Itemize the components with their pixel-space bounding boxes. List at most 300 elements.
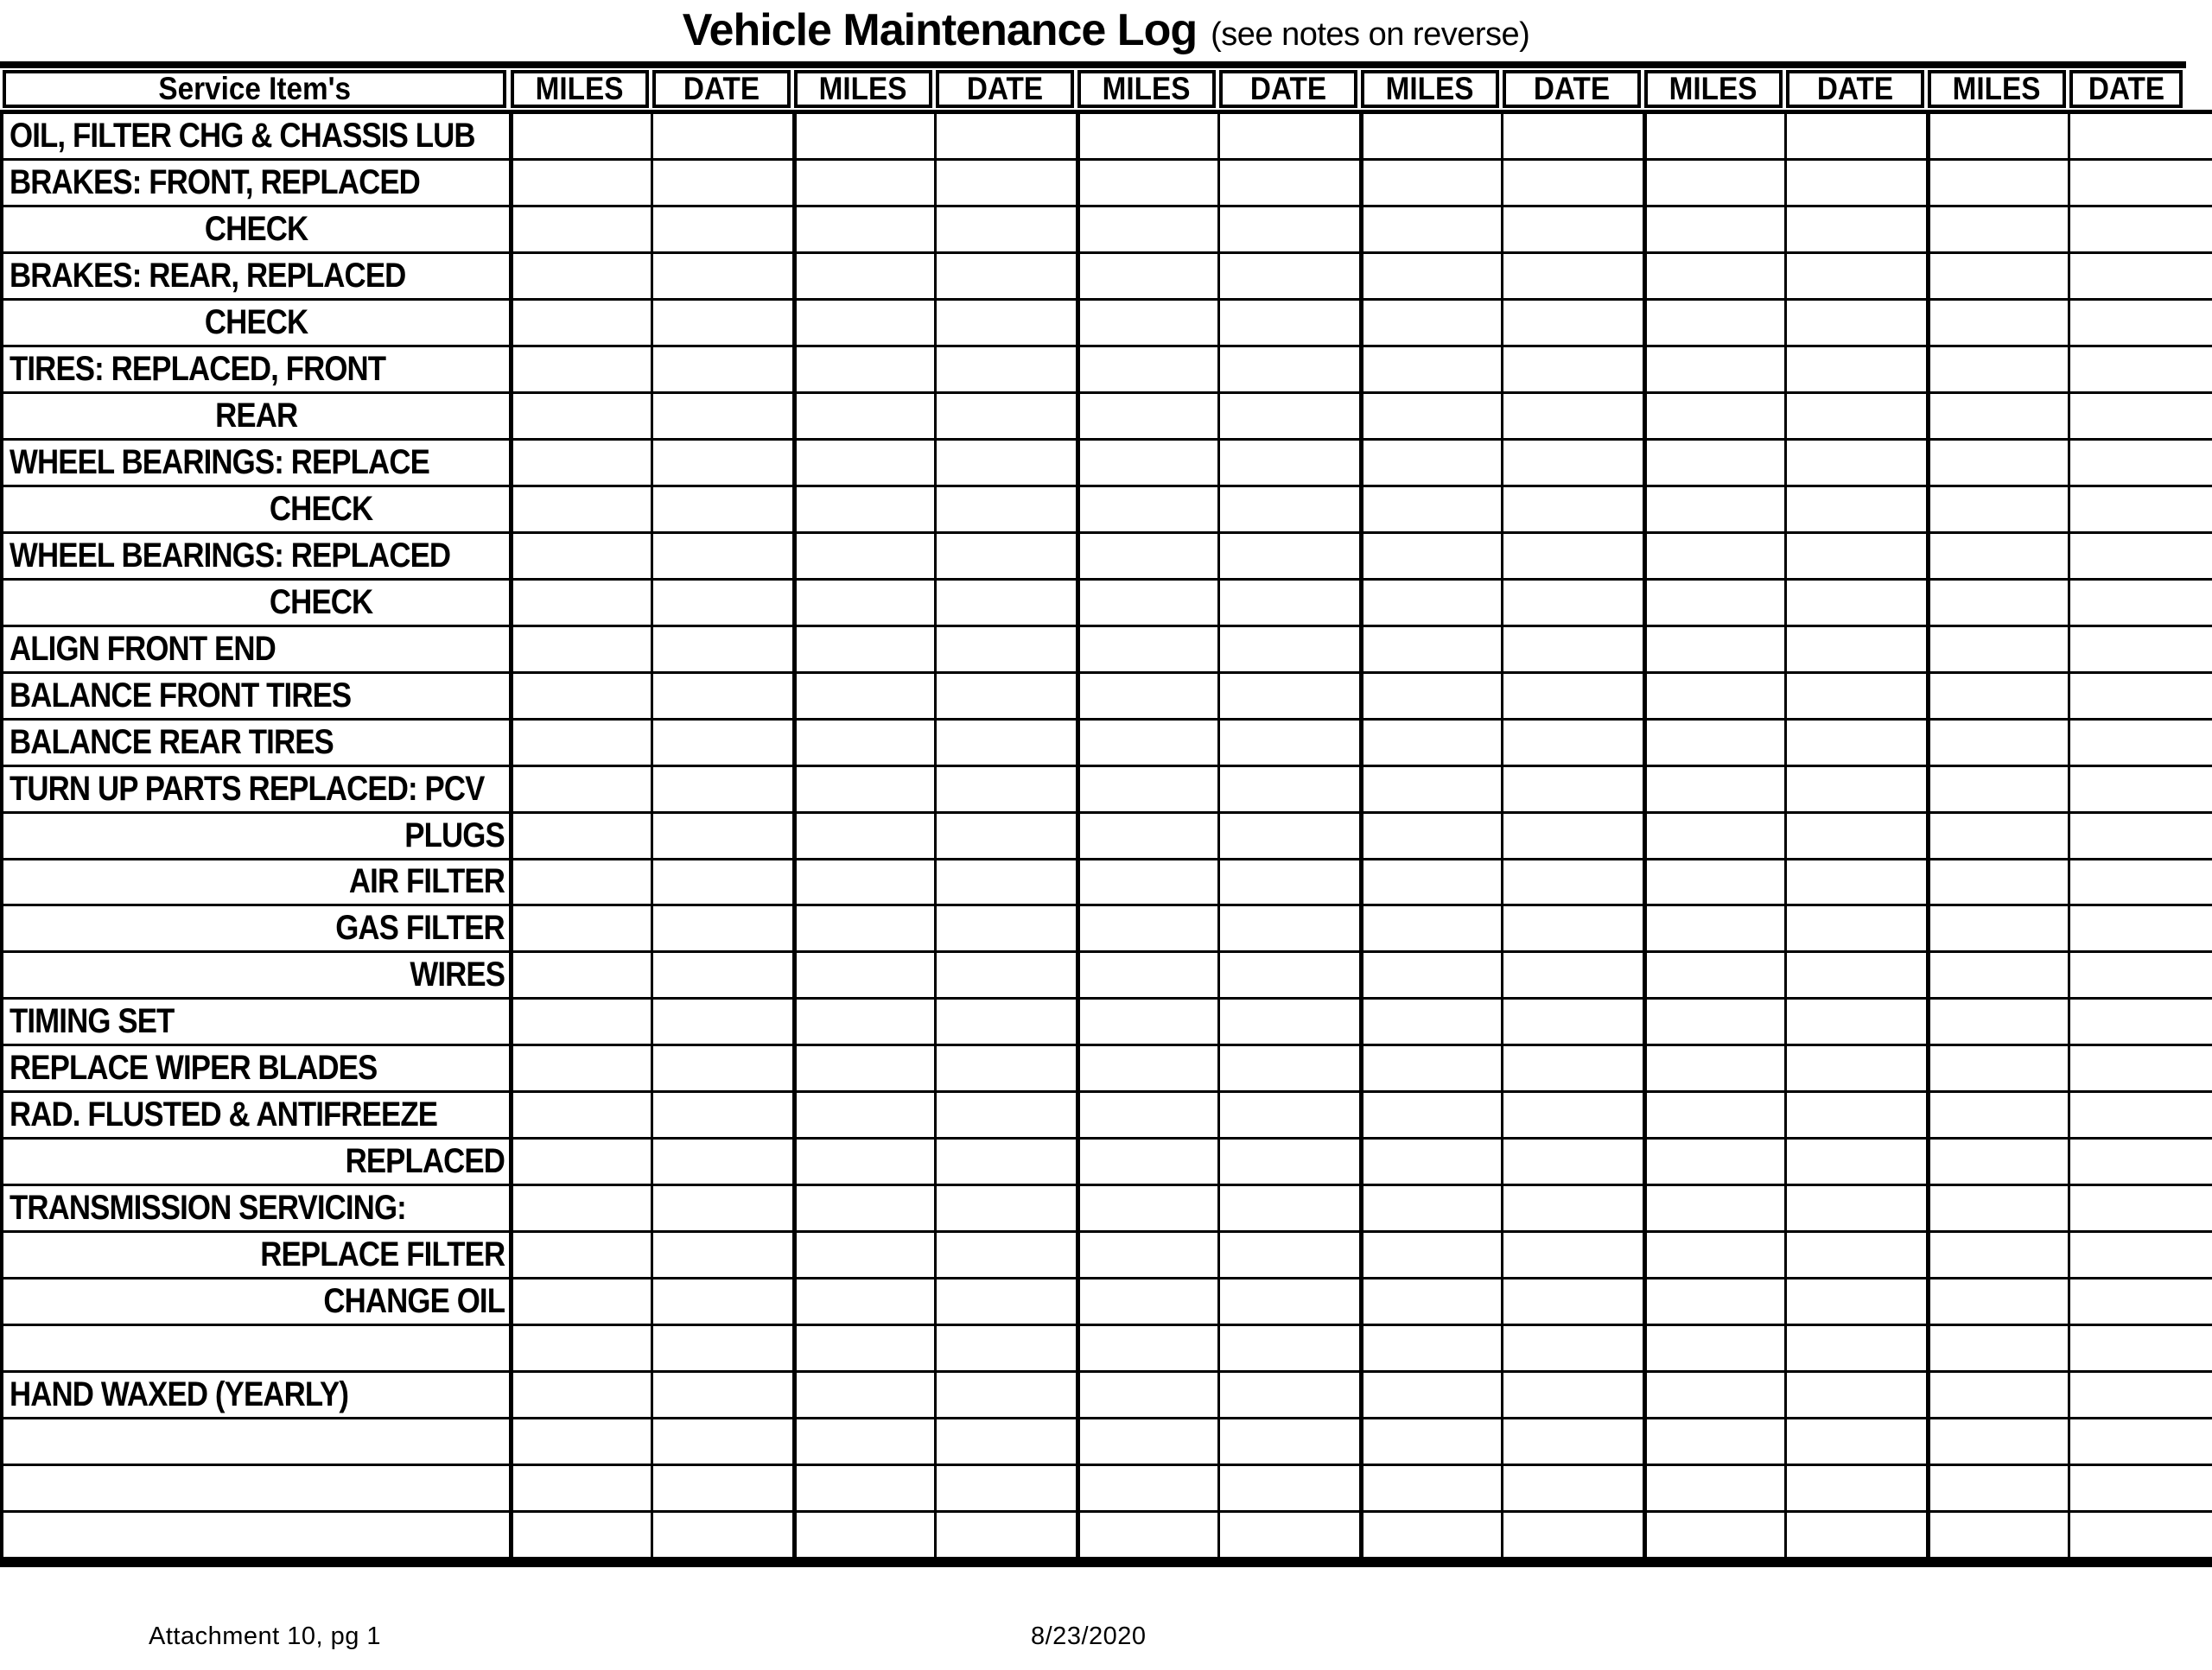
miles-cell bbox=[1076, 1233, 1217, 1277]
service-item-label: CHECK bbox=[269, 489, 373, 528]
date-cell bbox=[1501, 1279, 1643, 1324]
miles-cell bbox=[509, 207, 651, 251]
miles-cell bbox=[1926, 1466, 2068, 1510]
service-item-label: GAS FILTER bbox=[335, 909, 505, 948]
table-row bbox=[0, 860, 2212, 907]
service-item-label: RAD. FLUSTED & ANTIFREEZE bbox=[10, 1095, 438, 1134]
date-cell bbox=[1784, 1279, 1926, 1324]
miles-cell bbox=[509, 1466, 651, 1510]
date-cell bbox=[1217, 767, 1359, 811]
title-note: (see notes on reverse) bbox=[1211, 16, 1530, 53]
miles-cell bbox=[1643, 860, 1784, 905]
date-cell bbox=[1217, 1140, 1359, 1184]
service-item-cell bbox=[0, 487, 509, 531]
table-row bbox=[0, 1513, 2212, 1559]
date-cell bbox=[1217, 906, 1359, 950]
header-miles-4 bbox=[1361, 70, 1499, 108]
miles-cell bbox=[1643, 581, 1784, 625]
miles-cell bbox=[1076, 394, 1217, 438]
miles-cell bbox=[1926, 1279, 2068, 1324]
date-cell bbox=[1501, 721, 1643, 765]
date-cell bbox=[2068, 1093, 2212, 1137]
date-cell bbox=[651, 627, 792, 671]
miles-cell bbox=[509, 1326, 651, 1370]
miles-cell bbox=[1643, 487, 1784, 531]
date-cell bbox=[934, 254, 1076, 298]
date-cell bbox=[651, 347, 792, 391]
miles-cell bbox=[1643, 1046, 1784, 1090]
miles-cell bbox=[1643, 114, 1784, 158]
service-item-cell bbox=[0, 860, 509, 905]
service-item-cell bbox=[0, 394, 509, 438]
miles-cell bbox=[1359, 1140, 1501, 1184]
date-cell bbox=[934, 1140, 1076, 1184]
miles-cell bbox=[1359, 1000, 1501, 1044]
miles-cell bbox=[1076, 207, 1217, 251]
date-cell bbox=[934, 534, 1076, 578]
date-cell bbox=[1501, 1000, 1643, 1044]
miles-cell bbox=[792, 534, 934, 578]
date-cell bbox=[651, 1466, 792, 1510]
miles-cell bbox=[1643, 906, 1784, 950]
date-cell bbox=[651, 1186, 792, 1230]
header-date-3 bbox=[1219, 70, 1357, 108]
date-cell bbox=[651, 254, 792, 298]
miles-cell bbox=[792, 1233, 934, 1277]
date-cell bbox=[2068, 1046, 2212, 1090]
header-miles-4-label: MILES bbox=[1386, 71, 1474, 106]
miles-cell bbox=[509, 534, 651, 578]
header-miles-1 bbox=[511, 70, 649, 108]
table-row bbox=[0, 254, 2212, 301]
date-cell bbox=[1501, 487, 1643, 531]
date-cell bbox=[1501, 1046, 1643, 1090]
date-cell bbox=[1501, 1466, 1643, 1510]
date-cell bbox=[651, 1279, 792, 1324]
date-cell bbox=[1217, 441, 1359, 485]
date-cell bbox=[1784, 441, 1926, 485]
table-row bbox=[0, 953, 2212, 1000]
service-item-cell bbox=[0, 767, 509, 811]
miles-cell bbox=[1076, 487, 1217, 531]
service-item-cell bbox=[0, 207, 509, 251]
date-cell bbox=[934, 814, 1076, 858]
miles-cell bbox=[1359, 906, 1501, 950]
date-cell bbox=[651, 814, 792, 858]
miles-cell bbox=[509, 674, 651, 718]
footer-date: 8/23/2020 bbox=[1031, 1622, 1147, 1650]
miles-cell bbox=[1926, 1046, 2068, 1090]
miles-cell bbox=[1926, 1326, 2068, 1370]
service-item-cell bbox=[0, 254, 509, 298]
miles-cell bbox=[792, 674, 934, 718]
miles-cell bbox=[1076, 1513, 1217, 1557]
date-cell bbox=[1501, 207, 1643, 251]
date-cell bbox=[1217, 347, 1359, 391]
miles-cell bbox=[509, 1000, 651, 1044]
miles-cell bbox=[1359, 1233, 1501, 1277]
miles-cell bbox=[1926, 487, 2068, 531]
date-cell bbox=[651, 114, 792, 158]
service-item-cell bbox=[0, 1000, 509, 1044]
date-cell bbox=[1501, 441, 1643, 485]
table-row bbox=[0, 1419, 2212, 1466]
miles-cell bbox=[1926, 114, 2068, 158]
miles-cell bbox=[1359, 254, 1501, 298]
miles-cell bbox=[1359, 534, 1501, 578]
date-cell bbox=[1501, 1373, 1643, 1417]
date-cell bbox=[651, 1419, 792, 1464]
date-cell bbox=[1217, 1233, 1359, 1277]
service-item-cell bbox=[0, 906, 509, 950]
miles-cell bbox=[792, 1186, 934, 1230]
miles-cell bbox=[509, 814, 651, 858]
service-item-cell bbox=[0, 1373, 509, 1417]
miles-cell bbox=[509, 721, 651, 765]
date-cell bbox=[934, 1000, 1076, 1044]
table-row bbox=[0, 301, 2212, 347]
date-cell bbox=[1501, 674, 1643, 718]
miles-cell bbox=[1076, 114, 1217, 158]
miles-cell bbox=[1926, 1000, 2068, 1044]
miles-cell bbox=[1643, 1419, 1784, 1464]
date-cell bbox=[1501, 534, 1643, 578]
miles-cell bbox=[509, 953, 651, 997]
date-cell bbox=[651, 767, 792, 811]
miles-cell bbox=[509, 860, 651, 905]
date-cell bbox=[1217, 1373, 1359, 1417]
miles-cell bbox=[792, 814, 934, 858]
date-cell bbox=[934, 1419, 1076, 1464]
table-row bbox=[0, 1186, 2212, 1233]
miles-cell bbox=[1643, 441, 1784, 485]
date-cell bbox=[651, 1093, 792, 1137]
table-row bbox=[0, 1279, 2212, 1326]
date-cell bbox=[1501, 860, 1643, 905]
date-cell bbox=[934, 1186, 1076, 1230]
miles-cell bbox=[1359, 347, 1501, 391]
date-cell bbox=[651, 161, 792, 205]
date-cell bbox=[1217, 487, 1359, 531]
miles-cell bbox=[1076, 581, 1217, 625]
miles-cell bbox=[1359, 301, 1501, 345]
date-cell bbox=[1784, 721, 1926, 765]
date-cell bbox=[1501, 254, 1643, 298]
date-cell bbox=[1217, 534, 1359, 578]
date-cell bbox=[1784, 1513, 1926, 1557]
date-cell bbox=[934, 1373, 1076, 1417]
miles-cell bbox=[1926, 814, 2068, 858]
date-cell bbox=[1501, 1093, 1643, 1137]
service-item-label: CHECK bbox=[269, 582, 373, 621]
table-row bbox=[0, 581, 2212, 627]
date-cell bbox=[1784, 1326, 1926, 1370]
date-cell bbox=[651, 906, 792, 950]
miles-cell bbox=[1076, 534, 1217, 578]
date-cell bbox=[2068, 161, 2212, 205]
date-cell bbox=[1501, 1140, 1643, 1184]
table-row bbox=[0, 161, 2212, 207]
miles-cell bbox=[509, 1373, 651, 1417]
date-cell bbox=[2068, 581, 2212, 625]
miles-cell bbox=[1076, 767, 1217, 811]
date-cell bbox=[1501, 1513, 1643, 1557]
service-item-cell bbox=[0, 347, 509, 391]
date-cell bbox=[1784, 767, 1926, 811]
date-cell bbox=[651, 1140, 792, 1184]
date-cell bbox=[934, 207, 1076, 251]
header-date-4 bbox=[1503, 70, 1641, 108]
miles-cell bbox=[1359, 161, 1501, 205]
miles-cell bbox=[792, 1466, 934, 1510]
miles-cell bbox=[1643, 347, 1784, 391]
miles-cell bbox=[1359, 1466, 1501, 1510]
header-date-6-label: DATE bbox=[2088, 71, 2164, 106]
miles-cell bbox=[1643, 394, 1784, 438]
date-cell bbox=[934, 441, 1076, 485]
date-cell bbox=[1217, 860, 1359, 905]
date-cell bbox=[2068, 207, 2212, 251]
date-cell bbox=[1501, 1233, 1643, 1277]
table-row bbox=[0, 674, 2212, 721]
miles-cell bbox=[792, 1279, 934, 1324]
miles-cell bbox=[1076, 860, 1217, 905]
service-item-label: OIL, FILTER CHG & CHASSIS LUB bbox=[10, 116, 475, 155]
miles-cell bbox=[1076, 1419, 1217, 1464]
date-cell bbox=[934, 487, 1076, 531]
miles-cell bbox=[1076, 906, 1217, 950]
miles-cell bbox=[1643, 161, 1784, 205]
header-date-4-label: DATE bbox=[1533, 71, 1611, 106]
miles-cell bbox=[1926, 207, 2068, 251]
miles-cell bbox=[792, 581, 934, 625]
miles-cell bbox=[792, 1046, 934, 1090]
date-cell bbox=[2068, 1373, 2212, 1417]
miles-cell bbox=[509, 581, 651, 625]
date-cell bbox=[1217, 301, 1359, 345]
miles-cell bbox=[1076, 627, 1217, 671]
table-row bbox=[0, 1466, 2212, 1513]
date-cell bbox=[651, 674, 792, 718]
miles-cell bbox=[792, 1326, 934, 1370]
miles-cell bbox=[1643, 1513, 1784, 1557]
service-item-cell bbox=[0, 674, 509, 718]
miles-cell bbox=[1643, 627, 1784, 671]
date-cell bbox=[2068, 767, 2212, 811]
miles-cell bbox=[509, 1093, 651, 1137]
date-cell bbox=[1501, 906, 1643, 950]
date-cell bbox=[2068, 301, 2212, 345]
miles-cell bbox=[792, 114, 934, 158]
miles-cell bbox=[1359, 1373, 1501, 1417]
service-item-cell bbox=[0, 1140, 509, 1184]
miles-cell bbox=[1643, 1326, 1784, 1370]
service-item-cell bbox=[0, 1233, 509, 1277]
miles-cell bbox=[509, 767, 651, 811]
miles-cell bbox=[792, 1140, 934, 1184]
date-cell bbox=[2068, 814, 2212, 858]
miles-cell bbox=[792, 1513, 934, 1557]
table-row bbox=[0, 1000, 2212, 1046]
date-cell bbox=[1501, 161, 1643, 205]
miles-cell bbox=[792, 1000, 934, 1044]
date-cell bbox=[1217, 627, 1359, 671]
date-cell bbox=[2068, 1419, 2212, 1464]
miles-cell bbox=[1076, 1140, 1217, 1184]
miles-cell bbox=[792, 487, 934, 531]
date-cell bbox=[1784, 814, 1926, 858]
date-cell bbox=[1217, 1419, 1359, 1464]
miles-cell bbox=[1359, 1326, 1501, 1370]
date-cell bbox=[1217, 207, 1359, 251]
date-cell bbox=[651, 581, 792, 625]
miles-cell bbox=[1359, 860, 1501, 905]
header-date-5 bbox=[1786, 70, 1924, 108]
miles-cell bbox=[1926, 581, 2068, 625]
miles-cell bbox=[792, 301, 934, 345]
date-cell bbox=[2068, 394, 2212, 438]
service-item-label: ALIGN FRONT END bbox=[10, 629, 276, 668]
table-row bbox=[0, 814, 2212, 860]
miles-cell bbox=[1076, 1373, 1217, 1417]
miles-cell bbox=[509, 394, 651, 438]
miles-cell bbox=[1643, 534, 1784, 578]
date-cell bbox=[651, 721, 792, 765]
miles-cell bbox=[1926, 1140, 2068, 1184]
date-cell bbox=[2068, 441, 2212, 485]
date-cell bbox=[2068, 1186, 2212, 1230]
miles-cell bbox=[792, 394, 934, 438]
miles-cell bbox=[1076, 347, 1217, 391]
header-miles-5 bbox=[1644, 70, 1783, 108]
miles-cell bbox=[1643, 1279, 1784, 1324]
service-item-cell bbox=[0, 953, 509, 997]
date-cell bbox=[934, 161, 1076, 205]
date-cell bbox=[1784, 1000, 1926, 1044]
miles-cell bbox=[1926, 953, 2068, 997]
service-item-label: HAND WAXED (YEARLY) bbox=[10, 1375, 349, 1414]
miles-cell bbox=[792, 347, 934, 391]
miles-cell bbox=[1359, 487, 1501, 531]
date-cell bbox=[2068, 906, 2212, 950]
service-item-cell bbox=[0, 1186, 509, 1230]
date-cell bbox=[934, 114, 1076, 158]
date-cell bbox=[2068, 487, 2212, 531]
page-title bbox=[0, 0, 2212, 62]
date-cell bbox=[934, 347, 1076, 391]
date-cell bbox=[934, 301, 1076, 345]
table-row bbox=[0, 906, 2212, 953]
table-bottom-border bbox=[0, 1559, 2212, 1567]
service-item-label: BALANCE REAR TIRES bbox=[10, 722, 334, 761]
header-miles-3 bbox=[1077, 70, 1216, 108]
date-cell bbox=[2068, 1000, 2212, 1044]
service-item-label: TIMING SET bbox=[10, 1002, 175, 1041]
date-cell bbox=[1784, 1466, 1926, 1510]
service-item-cell bbox=[0, 814, 509, 858]
service-item-cell bbox=[0, 161, 509, 205]
miles-cell bbox=[1926, 767, 2068, 811]
date-cell bbox=[934, 721, 1076, 765]
miles-cell bbox=[792, 953, 934, 997]
date-cell bbox=[1784, 534, 1926, 578]
miles-cell bbox=[509, 1140, 651, 1184]
header-date-6 bbox=[2069, 70, 2183, 108]
service-item-label: TIRES: REPLACED, FRONT bbox=[10, 349, 386, 388]
miles-cell bbox=[1076, 301, 1217, 345]
service-item-cell bbox=[0, 1513, 509, 1557]
date-cell bbox=[1784, 1186, 1926, 1230]
service-item-cell bbox=[0, 441, 509, 485]
service-item-label: TRANSMISSION SERVICING: bbox=[10, 1189, 406, 1228]
date-cell bbox=[1501, 301, 1643, 345]
miles-cell bbox=[1076, 721, 1217, 765]
service-item-cell bbox=[0, 301, 509, 345]
miles-cell bbox=[509, 1046, 651, 1090]
table-row bbox=[0, 627, 2212, 674]
table-row bbox=[0, 441, 2212, 487]
table-row bbox=[0, 767, 2212, 814]
service-item-label: WHEEL BEARINGS: REPLACE bbox=[10, 442, 429, 481]
miles-cell bbox=[1643, 814, 1784, 858]
date-cell bbox=[2068, 1513, 2212, 1557]
header-miles-1-label: MILES bbox=[536, 71, 624, 106]
service-item-label: AIR FILTER bbox=[348, 862, 505, 901]
date-cell bbox=[934, 953, 1076, 997]
miles-cell bbox=[1359, 1093, 1501, 1137]
date-cell bbox=[1217, 1093, 1359, 1137]
date-cell bbox=[1217, 1186, 1359, 1230]
miles-cell bbox=[1359, 953, 1501, 997]
miles-cell bbox=[1643, 953, 1784, 997]
date-cell bbox=[1217, 254, 1359, 298]
date-cell bbox=[651, 1326, 792, 1370]
miles-cell bbox=[1076, 441, 1217, 485]
miles-cell bbox=[509, 301, 651, 345]
date-cell bbox=[1501, 767, 1643, 811]
header-date-2 bbox=[936, 70, 1074, 108]
miles-cell bbox=[1076, 814, 1217, 858]
miles-cell bbox=[509, 1419, 651, 1464]
date-cell bbox=[934, 1233, 1076, 1277]
table-row bbox=[0, 1373, 2212, 1419]
date-cell bbox=[1501, 114, 1643, 158]
miles-cell bbox=[1643, 1186, 1784, 1230]
miles-cell bbox=[792, 441, 934, 485]
miles-cell bbox=[1359, 1513, 1501, 1557]
service-item-cell bbox=[0, 627, 509, 671]
miles-cell bbox=[1643, 254, 1784, 298]
miles-cell bbox=[1926, 860, 2068, 905]
miles-cell bbox=[1643, 674, 1784, 718]
miles-cell bbox=[1926, 721, 2068, 765]
miles-cell bbox=[509, 1186, 651, 1230]
date-cell bbox=[2068, 254, 2212, 298]
service-item-label: REAR bbox=[214, 396, 298, 435]
date-cell bbox=[1501, 1186, 1643, 1230]
table-row bbox=[0, 1093, 2212, 1140]
date-cell bbox=[2068, 1140, 2212, 1184]
miles-cell bbox=[1359, 1419, 1501, 1464]
miles-cell bbox=[1643, 207, 1784, 251]
miles-cell bbox=[792, 254, 934, 298]
miles-cell bbox=[1359, 721, 1501, 765]
miles-cell bbox=[1076, 1186, 1217, 1230]
service-item-label: BRAKES: REAR, REPLACED bbox=[10, 256, 406, 295]
date-cell bbox=[1784, 161, 1926, 205]
miles-cell bbox=[1076, 254, 1217, 298]
miles-cell bbox=[1643, 767, 1784, 811]
